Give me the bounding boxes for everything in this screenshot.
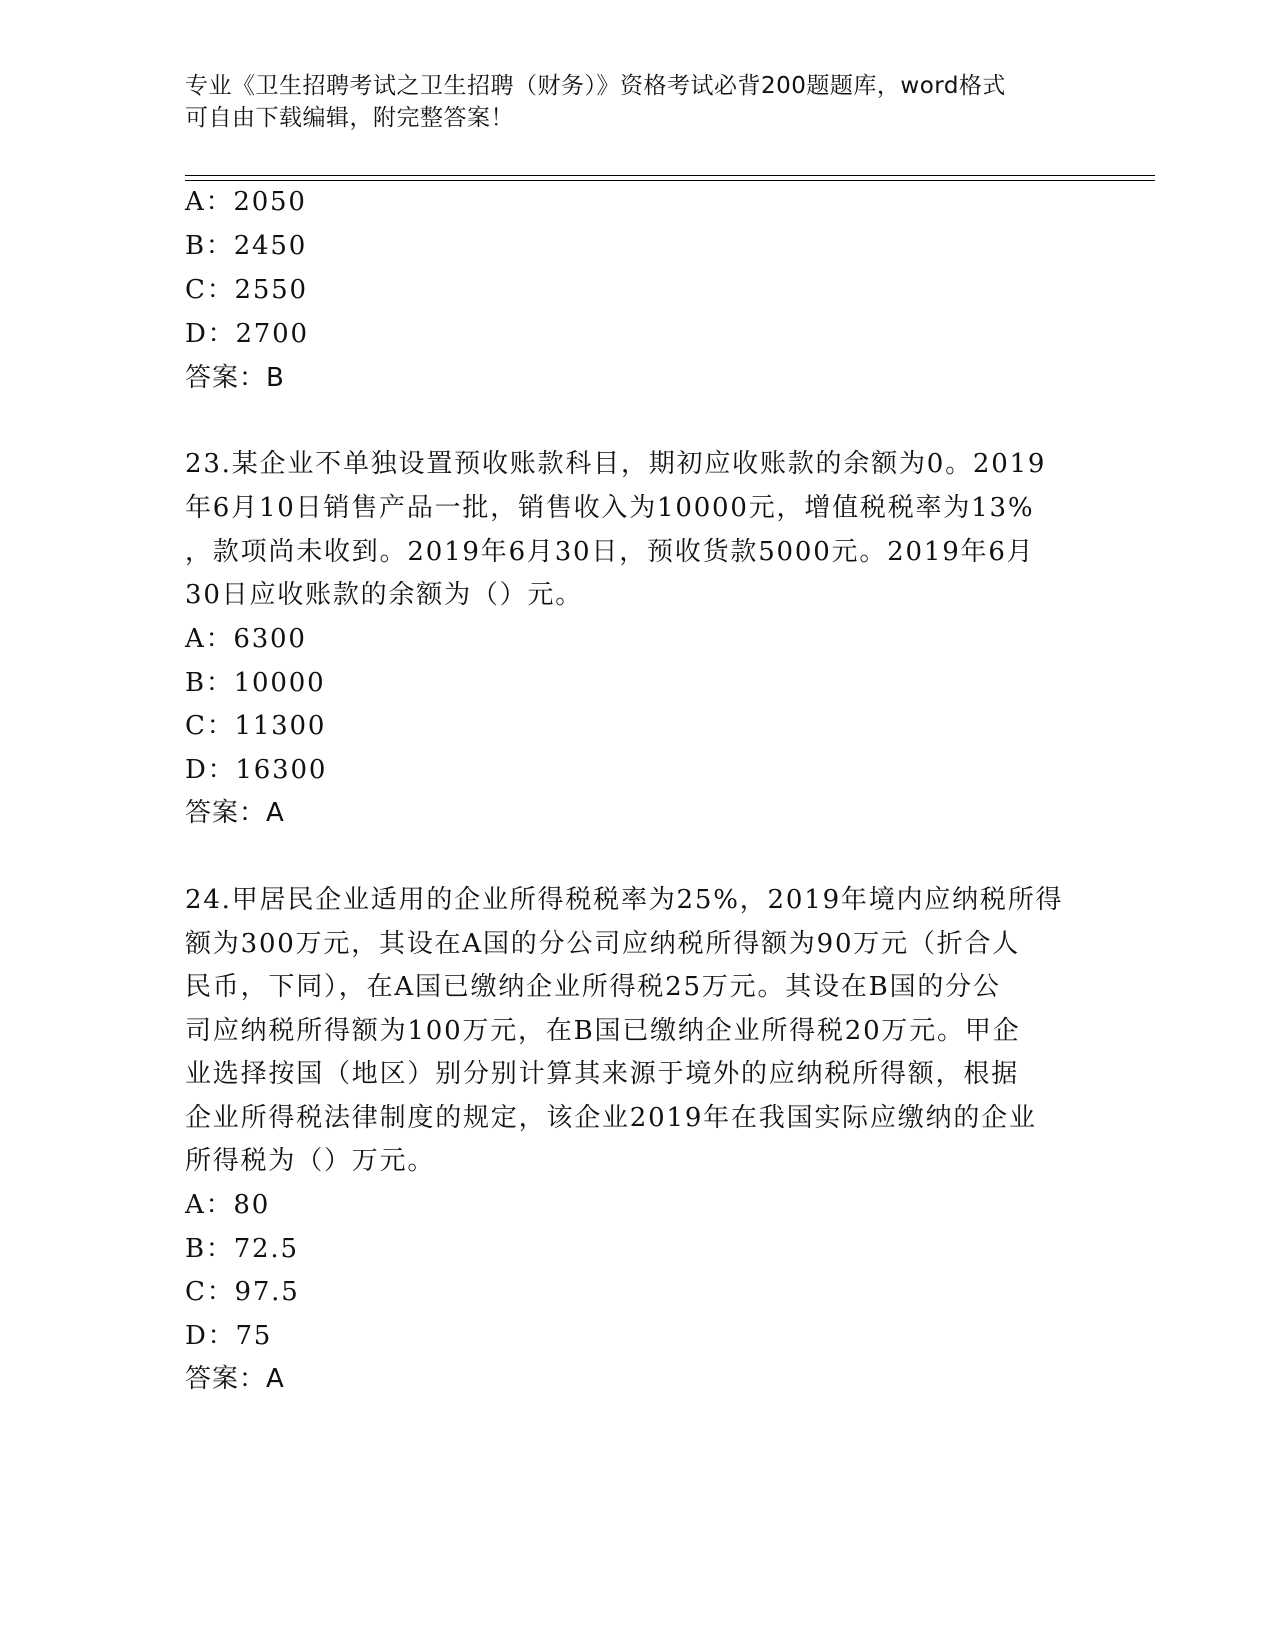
q24-option-d: D：75 (185, 1321, 273, 1351)
q22-answer: 答案：B (185, 363, 285, 393)
q22-option-d: D：2700 (185, 319, 309, 349)
header-title-line-2: 可自由下载编辑，附完整答案！ (185, 105, 514, 131)
q23-stem-line-4: 30日应收账款的余额为（）元。 (185, 580, 584, 610)
q23-option-b: B：10000 (185, 668, 326, 698)
q23-stem-line-2: 年6月10日销售产品一批，销售收入为10000元，增值税税率为13% (185, 493, 1035, 523)
q23-option-d: D：16300 (185, 755, 328, 785)
q24-option-a: A：80 (185, 1190, 271, 1220)
header-divider-top (185, 175, 1155, 176)
q22-option-c: C：2550 (185, 275, 308, 305)
q24-answer: 答案：A (185, 1364, 285, 1394)
q24-stem-line-5: 业选择按国（地区）别分别计算其来源于境外的应纳税所得额，根据 (185, 1059, 1020, 1089)
q24-stem-line-6: 企业所得税法律制度的规定，该企业2019年在我国实际应缴纳的企业 (185, 1103, 1037, 1133)
q23-stem-line-3: ，款项尚未收到。2019年6月30日，预收货款5000元。2019年6月 (185, 537, 1035, 567)
q24-option-b: B：72.5 (185, 1234, 299, 1264)
q24-stem-line-2: 额为300万元，其设在A国的分公司应纳税所得额为90万元（折合人 (185, 929, 1021, 959)
q23-option-c: C：11300 (185, 711, 327, 741)
q24-stem-line-4: 司应纳税所得额为100万元，在B国已缴纳企业所得税20万元。甲企 (185, 1016, 1021, 1046)
q24-stem-line-1: 24.甲居民企业适用的企业所得税税率为25%，2019年境内应纳税所得 (185, 885, 1064, 915)
q22-option-a: A：2050 (185, 187, 307, 217)
document-header (185, 70, 1065, 134)
q23-stem-line-1: 23.某企业不单独设置预收账款科目，期初应收账款的余额为0。2019 (185, 449, 1047, 479)
q23-answer: 答案：A (185, 798, 285, 828)
q24-stem-line-3: 民币，下同），在A国已缴纳企业所得税25万元。其设在B国的分公 (185, 972, 1001, 1002)
q22-option-b: B：2450 (185, 231, 308, 261)
q24-stem-line-7: 所得税为（）万元。 (185, 1146, 436, 1176)
q23-option-a: A：6300 (185, 624, 307, 654)
header-divider-bottom (185, 180, 1155, 181)
header-title-line-1: 专业《卫生招聘考试之卫生招聘（财务）》资格考试必背200题题库，word格式 (185, 73, 1006, 99)
q24-option-c: C：97.5 (185, 1277, 300, 1307)
